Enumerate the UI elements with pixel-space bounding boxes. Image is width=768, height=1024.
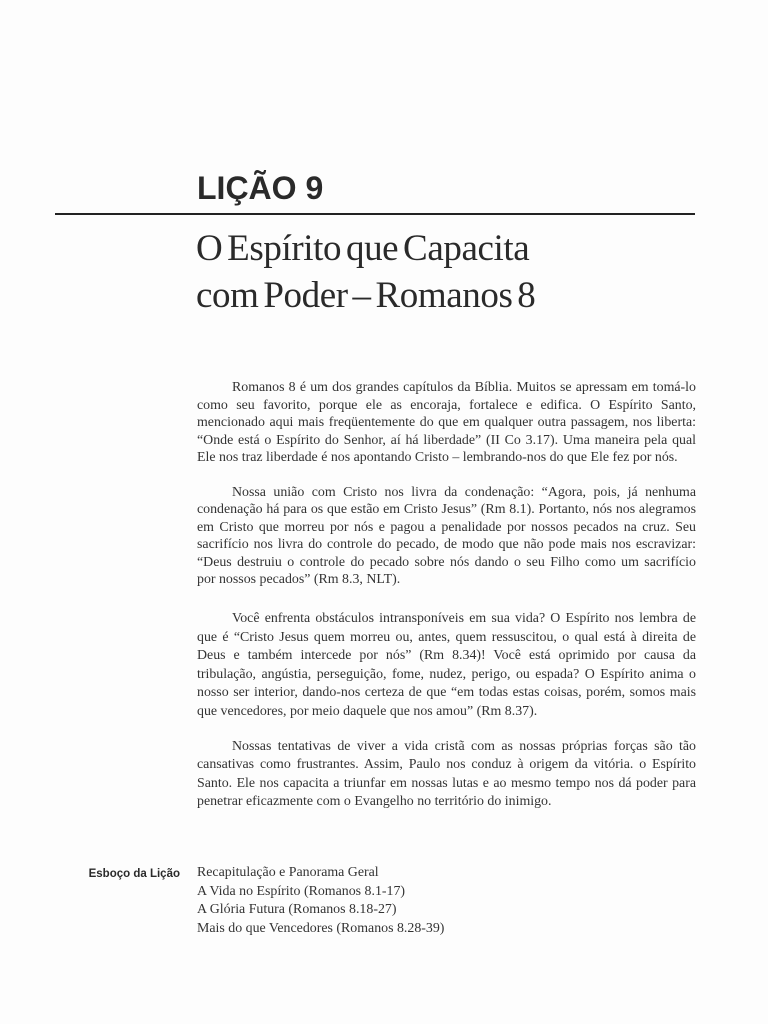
- body-paragraph: [197, 484, 696, 588]
- paragraph-line: Ele nos traz liberdade é nos apontando Cristo – lembrando-nos do que Ele fez por nós.: [197, 450, 678, 465]
- heading-divider: [55, 213, 695, 215]
- outline-item: A Vida no Espírito (Romanos 8.1-17): [197, 883, 406, 899]
- paragraph-line: Deus e também intercede por nós” (Rm 8.34)! Você está oprimido por causa da: [197, 648, 696, 664]
- paragraph-line: “Deus destruiu o controle do pecado sobre nós dando o seu Filho como um sacrifício: [197, 554, 696, 570]
- outline-item: Mais do que Vencedores (Romanos 8.28-39): [197, 921, 445, 937]
- paragraph-line: sacrifício nos livra do controle do pecado, de modo que não pode mais nos escravizar:: [197, 537, 696, 553]
- outline-item: Recapitulação e Panorama Geral: [197, 865, 379, 880]
- lesson-number-heading: LIÇÃO 9: [197, 170, 324, 206]
- lesson-title: [196, 225, 535, 319]
- paragraph-line: Nossa união com Cristo nos livra da condenação: “Agora, pois, já nenhuma: [232, 485, 696, 500]
- paragraph-line: Santo. Ele nos capacita a triunfar em nossas lutas e ao mesmo tempo nos dá poder para: [197, 775, 696, 791]
- paragraph-line: “Onde está o Espírito do Senhor, aí há liberdade” (II Co 3.17). Uma maneira pela qual: [197, 432, 696, 448]
- paragraph-line: Nossas tentativas de viver a vida cristã com as nossas próprias forças são tão: [232, 739, 696, 754]
- paragraph-line: em Cristo que morreu por nós e pagou a penalidade por nossos pecados na cruz. Seu: [197, 519, 696, 535]
- lesson-outline-list: [197, 864, 444, 939]
- lesson-outline-label: Esboço da Lição: [88, 868, 180, 880]
- paragraph-line: condenação há para os que estão em Cristo Jesus” (Rm 8.1). Portanto, nós nos alegramos: [197, 502, 696, 518]
- lesson-title-line: O Espírito que Capacita: [196, 228, 530, 269]
- outline-item: A Glória Futura (Romanos 8.18-27): [197, 902, 397, 918]
- paragraph-line: Romanos 8 é um dos grandes capítulos da Bíblia. Muitos se apressam em tomá-lo: [232, 380, 696, 395]
- paragraph-line: Você enfrenta obstáculos intransponíveis em sua vida? O Espírito nos lembra de: [232, 611, 696, 626]
- body-paragraph: [197, 738, 696, 811]
- body-paragraph: [197, 610, 696, 722]
- paragraph-line: como seu favorito, porque ele as encoraja, fortalece e edifica. O Espírito Santo,: [197, 397, 696, 413]
- body-paragraph: [197, 379, 696, 467]
- paragraph-line: mencionado aqui mais freqüentemente do que em qualquer outra passagem, nos liberta:: [197, 415, 696, 430]
- paragraph-line: nosso ser interior, dando-nos certeza de que “em todas estas coisas, porém, somos mais: [197, 685, 696, 701]
- paragraph-line: penetrar eficazmente com o Evangelho no território do inimigo.: [197, 793, 552, 809]
- paragraph-line: por nossos pecados” (Rm 8.3, NLT).: [197, 572, 401, 588]
- paragraph-line: que vencedores, por meio daquele que nos amou” (Rm 8.37).: [197, 703, 538, 719]
- paragraph-line: tribulação, angústia, perseguição, fome, nudez, perigo, ou espada? O Espírito anima o: [197, 666, 696, 682]
- lesson-title-line: com Poder – Romanos 8: [196, 275, 536, 316]
- paragraph-line: cansativas como frustrantes. Assim, Paulo nos conduz à origem da vitória. o Espírito: [197, 757, 696, 773]
- paragraph-line: que é “Cristo Jesus quem morreu ou, antes, quem ressuscitou, o qual está à direita de: [197, 629, 696, 645]
